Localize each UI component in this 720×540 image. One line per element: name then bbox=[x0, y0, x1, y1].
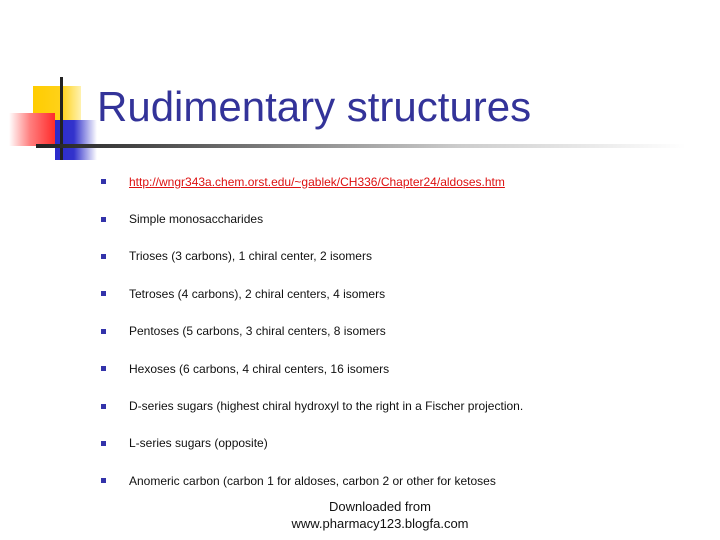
bullet-text: Simple monosaccharides bbox=[129, 212, 264, 227]
bullet-text: Anomeric carbon (carbon 1 for aldoses, carbon 2 or other for ketoses bbox=[129, 473, 496, 488]
list-item bbox=[99, 425, 523, 462]
footer-line-2: www.pharmacy123.blogfa.com bbox=[291, 516, 469, 531]
square-bullet-icon bbox=[101, 366, 106, 371]
footer-line-1: Downloaded from bbox=[329, 499, 431, 514]
list-item bbox=[99, 462, 523, 499]
square-bullet-icon bbox=[101, 478, 106, 483]
square-bullet-icon bbox=[101, 291, 106, 296]
square-bullet-icon bbox=[101, 441, 106, 446]
list-item bbox=[99, 163, 523, 200]
square-bullet-icon bbox=[101, 404, 106, 409]
square-bullet-icon bbox=[101, 254, 106, 259]
list-item bbox=[99, 313, 523, 350]
list-item bbox=[99, 387, 523, 424]
list-item bbox=[99, 200, 523, 237]
bullet-text: Hexoses (6 carbons, 4 chiral centers, 16 isomers bbox=[129, 361, 390, 376]
bullet-text: Pentoses (5 carbons, 3 chiral centers, 8 isomers bbox=[129, 324, 386, 339]
aldoses-link[interactable]: http://wngr343a.chem.orst.edu/~gablek/CH336/Chapter24/aldoses.htm bbox=[129, 174, 505, 189]
bullet-text: Trioses (3 carbons), 1 chiral center, 2 isomers bbox=[129, 249, 372, 264]
bullet-list bbox=[99, 163, 523, 500]
list-item bbox=[99, 238, 523, 275]
red-square-shape bbox=[9, 113, 55, 146]
bullet-text: Tetroses (4 carbons), 2 chiral centers, 4 isomers bbox=[129, 286, 386, 301]
list-item bbox=[99, 275, 523, 312]
square-bullet-icon bbox=[101, 179, 106, 184]
download-source-footer bbox=[270, 498, 490, 532]
list-item bbox=[99, 350, 523, 387]
square-bullet-icon bbox=[101, 217, 106, 222]
bullet-text: L-series sugars (opposite) bbox=[129, 436, 268, 451]
title-underline-divider bbox=[36, 144, 686, 148]
square-bullet-icon bbox=[101, 329, 106, 334]
slide-title: Rudimentary structures bbox=[97, 83, 532, 130]
bullet-text: D-series sugars (highest chiral hydroxyl to the right in a Fischer projection. bbox=[129, 399, 524, 414]
